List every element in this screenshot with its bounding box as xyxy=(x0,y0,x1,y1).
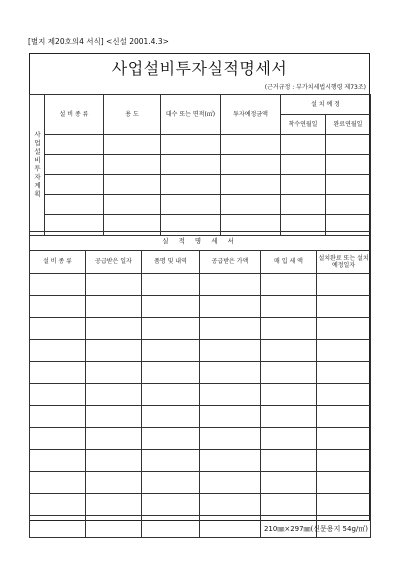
result-cell[interactable] xyxy=(317,450,371,472)
result-row xyxy=(30,494,371,516)
result-cell[interactable] xyxy=(30,428,86,450)
result-cell[interactable] xyxy=(200,296,261,318)
result-cell[interactable] xyxy=(142,318,200,340)
result-cell[interactable] xyxy=(200,318,261,340)
plan-cell[interactable] xyxy=(45,135,104,155)
legal-basis: (근거규정 : 부가치세법시행령 제73조) xyxy=(264,84,366,91)
result-row xyxy=(30,340,371,362)
plan-cell[interactable] xyxy=(281,155,326,175)
result-cell[interactable] xyxy=(30,494,86,516)
result-cell[interactable] xyxy=(142,428,200,450)
plan-cell[interactable] xyxy=(326,155,371,175)
result-cell[interactable] xyxy=(86,494,142,516)
result-cell[interactable] xyxy=(200,516,261,538)
col-supply-value: 공급받은 가액 xyxy=(200,251,261,274)
plan-cell[interactable] xyxy=(221,155,281,175)
plan-cell[interactable] xyxy=(104,195,161,215)
result-cell[interactable] xyxy=(142,406,200,428)
plan-side-label: 사업설비투자계획 xyxy=(30,95,45,236)
result-row xyxy=(30,362,371,384)
result-cell[interactable] xyxy=(261,384,317,406)
result-cell[interactable] xyxy=(317,274,371,296)
result-cell[interactable] xyxy=(200,384,261,406)
result-cell[interactable] xyxy=(261,318,317,340)
plan-cell[interactable] xyxy=(104,175,161,195)
result-cell[interactable] xyxy=(86,516,142,538)
result-cell[interactable] xyxy=(200,472,261,494)
plan-cell[interactable] xyxy=(326,135,371,155)
result-cell[interactable] xyxy=(142,384,200,406)
result-cell[interactable] xyxy=(30,340,86,362)
result-cell[interactable] xyxy=(261,340,317,362)
plan-row xyxy=(30,155,371,175)
col-completion-date: 완료연월일 xyxy=(326,115,371,135)
result-row xyxy=(30,274,371,296)
result-row xyxy=(30,472,371,494)
result-cell[interactable] xyxy=(261,450,317,472)
col-install-schedule: 설 치 예 정 xyxy=(281,95,371,115)
result-cell[interactable] xyxy=(142,340,200,362)
result-cell[interactable] xyxy=(86,274,142,296)
results-table-body xyxy=(29,231,371,538)
result-cell[interactable] xyxy=(142,516,200,538)
result-cell[interactable] xyxy=(86,318,142,340)
plan-row xyxy=(30,195,371,215)
result-cell[interactable] xyxy=(142,362,200,384)
plan-cell[interactable] xyxy=(221,175,281,195)
result-cell[interactable] xyxy=(142,494,200,516)
plan-cell[interactable] xyxy=(161,195,221,215)
plan-cell[interactable] xyxy=(161,175,221,195)
result-cell[interactable] xyxy=(261,362,317,384)
result-cell[interactable] xyxy=(317,494,371,516)
col-planned-amount: 투자예정금액 xyxy=(221,95,281,135)
result-row xyxy=(30,450,371,472)
result-cell[interactable] xyxy=(30,318,86,340)
results-heading: 실 적 명 세 서 xyxy=(30,232,371,251)
result-row xyxy=(30,384,371,406)
result-cell[interactable] xyxy=(200,450,261,472)
result-cell[interactable] xyxy=(86,428,142,450)
result-cell[interactable] xyxy=(30,450,86,472)
result-cell[interactable] xyxy=(30,472,86,494)
result-cell[interactable] xyxy=(86,340,142,362)
result-cell[interactable] xyxy=(200,494,261,516)
result-cell[interactable] xyxy=(317,296,371,318)
result-cell[interactable] xyxy=(261,494,317,516)
result-row xyxy=(30,406,371,428)
result-cell[interactable] xyxy=(86,472,142,494)
col-quantity-area: 대수 또는 면적(㎡) xyxy=(161,95,221,135)
investment-plan-table xyxy=(29,94,371,236)
result-cell[interactable] xyxy=(86,384,142,406)
form-number: [별지 제20호의4 서식] <신설 2001.4.3> xyxy=(28,37,169,46)
plan-cell[interactable] xyxy=(326,195,371,215)
col-result-equipment-type: 설 비 종 류 xyxy=(30,251,86,274)
col-item-details: 품명 및 내역 xyxy=(142,251,200,274)
result-cell[interactable] xyxy=(317,318,371,340)
result-cell[interactable] xyxy=(261,274,317,296)
plan-cell[interactable] xyxy=(281,175,326,195)
plan-cell[interactable] xyxy=(281,135,326,155)
paper-spec: 210㎜×297㎜(신문용지 54g/㎡) xyxy=(263,525,368,533)
result-cell[interactable] xyxy=(317,406,371,428)
plan-cell[interactable] xyxy=(104,135,161,155)
result-row xyxy=(30,428,371,450)
col-equipment-type: 설 비 종 류 xyxy=(45,95,104,135)
plan-cell[interactable] xyxy=(45,175,104,195)
plan-cell[interactable] xyxy=(45,195,104,215)
col-supply-date: 공급받은 일자 xyxy=(86,251,142,274)
result-cell[interactable] xyxy=(261,406,317,428)
col-purpose: 용 도 xyxy=(104,95,161,135)
form-title: 사업설비투자실적명세서 xyxy=(111,59,288,78)
result-cell[interactable] xyxy=(317,362,371,384)
result-cell[interactable] xyxy=(317,340,371,362)
result-cell[interactable] xyxy=(261,428,317,450)
result-cell[interactable] xyxy=(317,384,371,406)
result-cell[interactable] xyxy=(200,428,261,450)
result-cell[interactable] xyxy=(317,472,371,494)
result-cell[interactable] xyxy=(317,428,371,450)
plan-cell[interactable] xyxy=(161,155,221,175)
plan-cell[interactable] xyxy=(281,195,326,215)
result-cell[interactable] xyxy=(200,362,261,384)
plan-cell[interactable] xyxy=(326,175,371,195)
result-cell[interactable] xyxy=(30,274,86,296)
result-cell[interactable] xyxy=(30,516,86,538)
plan-cell[interactable] xyxy=(161,135,221,155)
result-row xyxy=(30,296,371,318)
result-cell[interactable] xyxy=(261,472,317,494)
result-cell[interactable] xyxy=(142,274,200,296)
result-cell[interactable] xyxy=(200,406,261,428)
col-install-date: 설치완료 또는 설치예정일자 xyxy=(317,251,371,274)
result-cell[interactable] xyxy=(30,406,86,428)
plan-cell[interactable] xyxy=(221,195,281,215)
result-row xyxy=(30,318,371,340)
plan-row xyxy=(30,135,371,155)
result-cell[interactable] xyxy=(30,296,86,318)
plan-cell[interactable] xyxy=(221,135,281,155)
result-cell[interactable] xyxy=(30,384,86,406)
plan-row xyxy=(30,175,371,195)
result-cell[interactable] xyxy=(200,340,261,362)
result-cell[interactable] xyxy=(86,450,142,472)
col-purchase-tax: 매 입 세 액 xyxy=(261,251,317,274)
result-cell[interactable] xyxy=(142,296,200,318)
result-cell[interactable] xyxy=(200,274,261,296)
result-cell[interactable] xyxy=(86,406,142,428)
result-cell[interactable] xyxy=(142,450,200,472)
plan-cell[interactable] xyxy=(104,155,161,175)
result-cell[interactable] xyxy=(261,296,317,318)
result-cell[interactable] xyxy=(86,362,142,384)
plan-cell[interactable] xyxy=(45,155,104,175)
result-cell[interactable] xyxy=(86,296,142,318)
col-start-date: 착수연월일 xyxy=(281,115,326,135)
result-cell[interactable] xyxy=(142,472,200,494)
result-cell[interactable] xyxy=(30,362,86,384)
